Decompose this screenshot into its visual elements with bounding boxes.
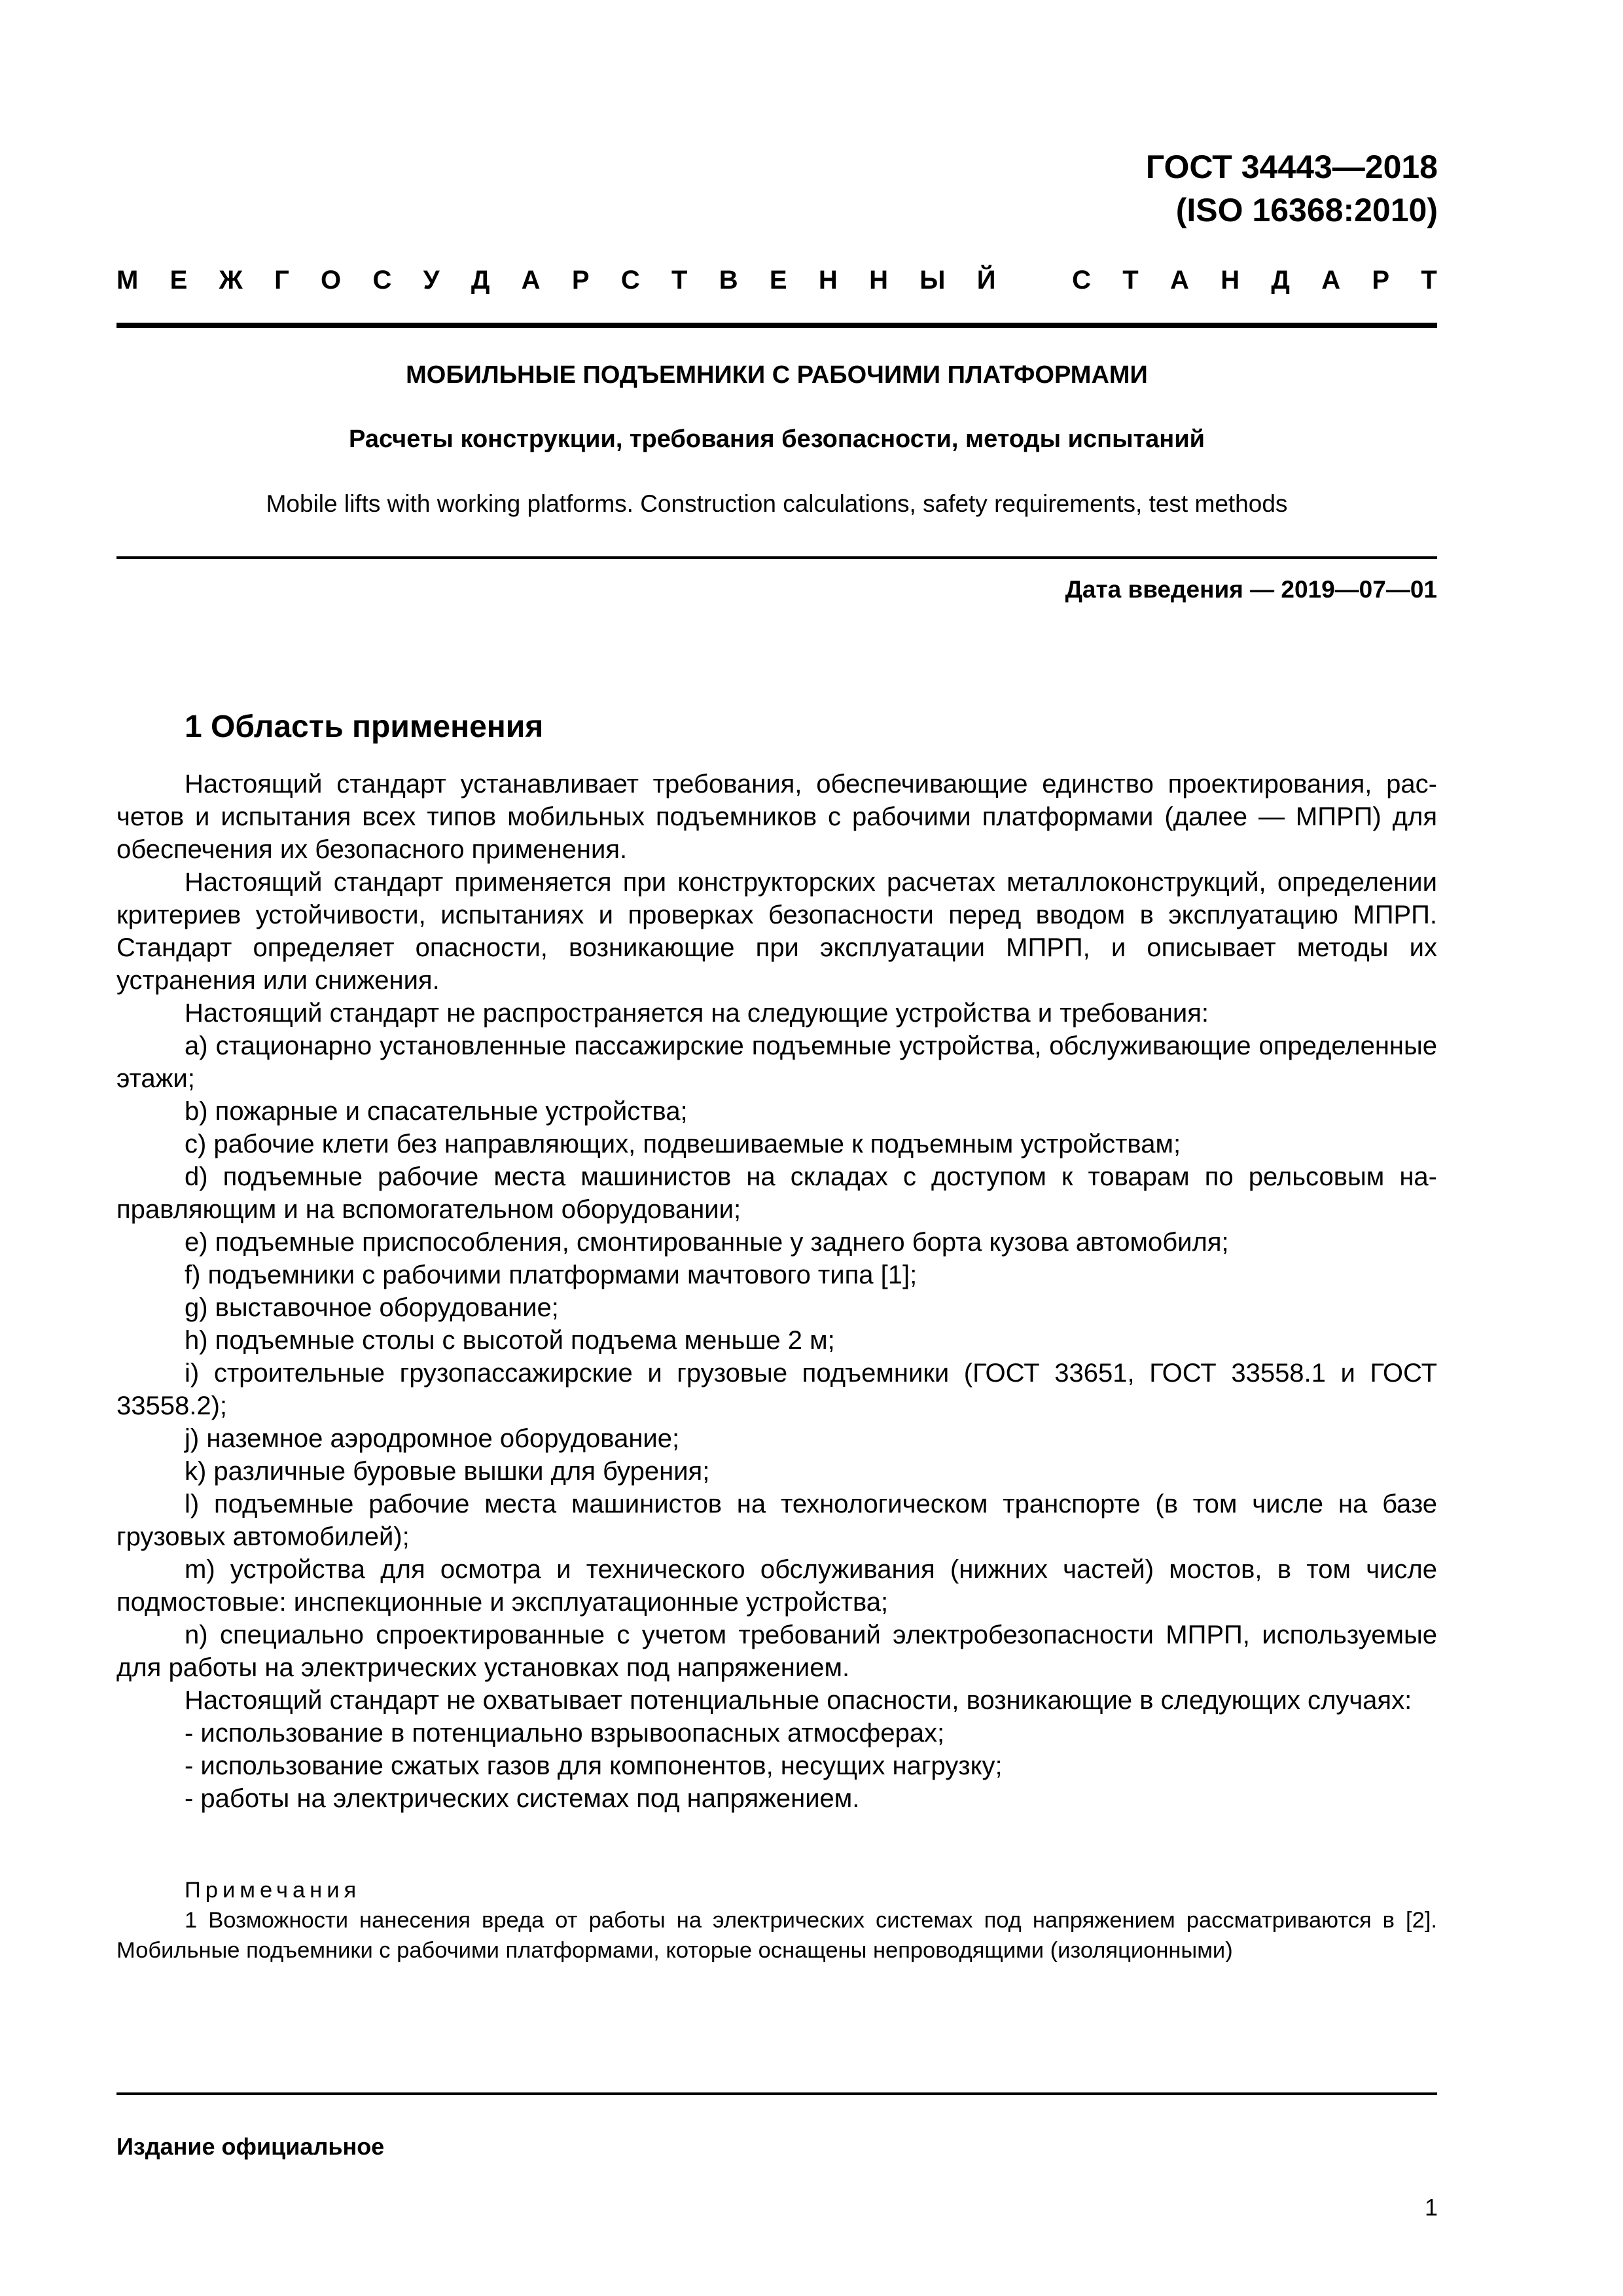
banner-letter: Т: [671, 266, 688, 295]
banner-letter: С: [1072, 266, 1091, 295]
body-paragraph: Настоящий стандарт не распространяется на следующие устройства и требования:: [185, 999, 1209, 1028]
body-paragraph: n) специально спроектированные с учетом требований электробезопасности МПРП, используемые для работы на электрических установках под напряжением.: [116, 1621, 1437, 1682]
english-title: Mobile lifts with working platforms. Construction calculations, safety requirements, test methods: [266, 490, 1288, 517]
banner-letter: Т: [1122, 266, 1139, 295]
body-paragraph: l) подъемные рабочие места машинистов на технологическом транспорте (в том числе на базе грузовых автомобилей);: [116, 1490, 1437, 1551]
banner-gap: [1027, 260, 1041, 300]
body-paragraph: g) выставочное оборудование;: [185, 1293, 559, 1322]
body-paragraph: k) различные буровые вышки для бурения;: [185, 1457, 710, 1486]
body-paragraph: h) подъемные столы с высотой подъема меньше 2 м;: [185, 1326, 835, 1355]
document-subtitle: Расчеты конструкции, требования безопасности, методы испытаний: [349, 425, 1205, 453]
banner-letter: А: [1170, 266, 1189, 295]
banner-letter: Н: [869, 266, 888, 295]
banner-letter: У: [423, 266, 440, 295]
body-paragraph: j) наземное аэродромное оборудование;: [185, 1424, 680, 1453]
body-paragraph: f) подъемники с рабочими платформами мачтового типа [1];: [185, 1261, 918, 1289]
gost-number: ГОСТ 34443—2018: [1145, 149, 1438, 185]
banner-letter: Е: [169, 266, 188, 295]
banner-letter: М: [116, 266, 139, 295]
banner-letter: Ж: [219, 266, 243, 295]
banner-letter: Н: [1221, 266, 1240, 295]
body-paragraph: - использование сжатых газов для компонентов, несущих нагрузку;: [185, 1751, 1003, 1780]
banner-letter: Т: [1421, 266, 1437, 295]
body-paragraph: i) строительные грузопассажирские и грузовые подъемники (ГОСТ 33651, ГОСТ 33558.1 и ГОСТ 33558.2);: [116, 1359, 1437, 1420]
notes-block: [116, 1875, 1437, 1965]
page-number: 1: [1424, 2194, 1438, 2221]
body-paragraph: Настоящий стандарт применяется при конструкторских расчетах металлоконструкций, определении критериев устойчивости, испытаниях и проверках безопасности перед вводом в эксплуатацию МПРП. Стандарт определяет опасности, возникающие при эксплуатации МПРП, и описывает методы их устранения или снижения.: [116, 868, 1437, 995]
introduction-date: Дата введения — 2019—07—01: [1065, 576, 1437, 603]
notes-heading: Примечания: [185, 1878, 361, 1903]
banner-letter: Й: [976, 266, 996, 295]
banner-letter: А: [521, 266, 541, 295]
banner-letter: Р: [1372, 266, 1390, 295]
section-body: [116, 768, 1437, 1815]
document-designation: [849, 145, 1438, 232]
body-paragraph: m) устройства для осмотра и технического обслуживания (нижних частей) мостов, в том числе подмостовые: инспекционные и эксплуатационные устройства;: [116, 1555, 1437, 1617]
banner-letter: А: [1321, 266, 1341, 295]
body-paragraph: Настоящий стандарт устанавливает требования, обеспечивающие единство проектирования, расчетов и испытания всех типов мобильных подъемников с рабочими платформами (далее — МПРП) для обеспечения их безопасного применения.: [116, 770, 1437, 864]
banner-letter: Е: [769, 266, 787, 295]
banner-letter: Ы: [919, 266, 946, 295]
iso-number: (ISO 16368:2010): [1175, 192, 1438, 228]
banner-letter: О: [321, 266, 342, 295]
banner-letter: Р: [571, 266, 590, 295]
header-divider: [116, 323, 1437, 328]
banner-letter: Д: [1271, 266, 1290, 295]
banner-letter: Г: [274, 266, 289, 295]
body-paragraph: d) подъемные рабочие места машинистов на складах с доступом к товарам по рельсовым направляющим и на вспомогательном оборудовании;: [116, 1162, 1437, 1224]
body-paragraph: - работы на электрических системах под напряжением.: [185, 1784, 860, 1813]
note-1: 1 Возможности нанесения вреда от работы на электрических системах под напряжением рассматриваются в [2]. Мобильные подъемники с рабочими платформами, которые оснащены непроводящими (изоляционными): [116, 1908, 1437, 1963]
body-paragraph: a) стационарно установленные пассажирские подъемные устройства, обслуживающие определенные этажи;: [116, 1031, 1437, 1093]
banner-letter: С: [620, 266, 640, 295]
banner-letter: В: [719, 266, 738, 295]
body-paragraph: Настоящий стандарт не охватывает потенциальные опасности, возникающие в следующих случаях:: [185, 1686, 1412, 1715]
banner-letter: Д: [471, 266, 490, 295]
footer-divider: [116, 2092, 1437, 2095]
section-heading: 1 Область применения: [185, 709, 544, 744]
document-title: МОБИЛЬНЫЕ ПОДЪЕМНИКИ С РАБОЧИМИ ПЛАТФОРМАМИ: [406, 361, 1148, 389]
title-divider: [116, 556, 1437, 559]
edition-label: Издание официальное: [116, 2133, 385, 2160]
body-paragraph: b) пожарные и спасательные устройства;: [185, 1097, 688, 1126]
body-paragraph: - использование в потенциально взрывоопасных атмосферах;: [185, 1719, 945, 1748]
banner-letter: Н: [818, 266, 838, 295]
body-paragraph: c) рабочие клети без направляющих, подвешиваемые к подъемным устройствам;: [185, 1130, 1181, 1158]
banner-letter: С: [372, 266, 392, 295]
interstate-standard-banner: [116, 260, 1437, 300]
body-paragraph: e) подъемные приспособления, смонтированные у заднего борта кузова автомобиля;: [185, 1228, 1229, 1257]
